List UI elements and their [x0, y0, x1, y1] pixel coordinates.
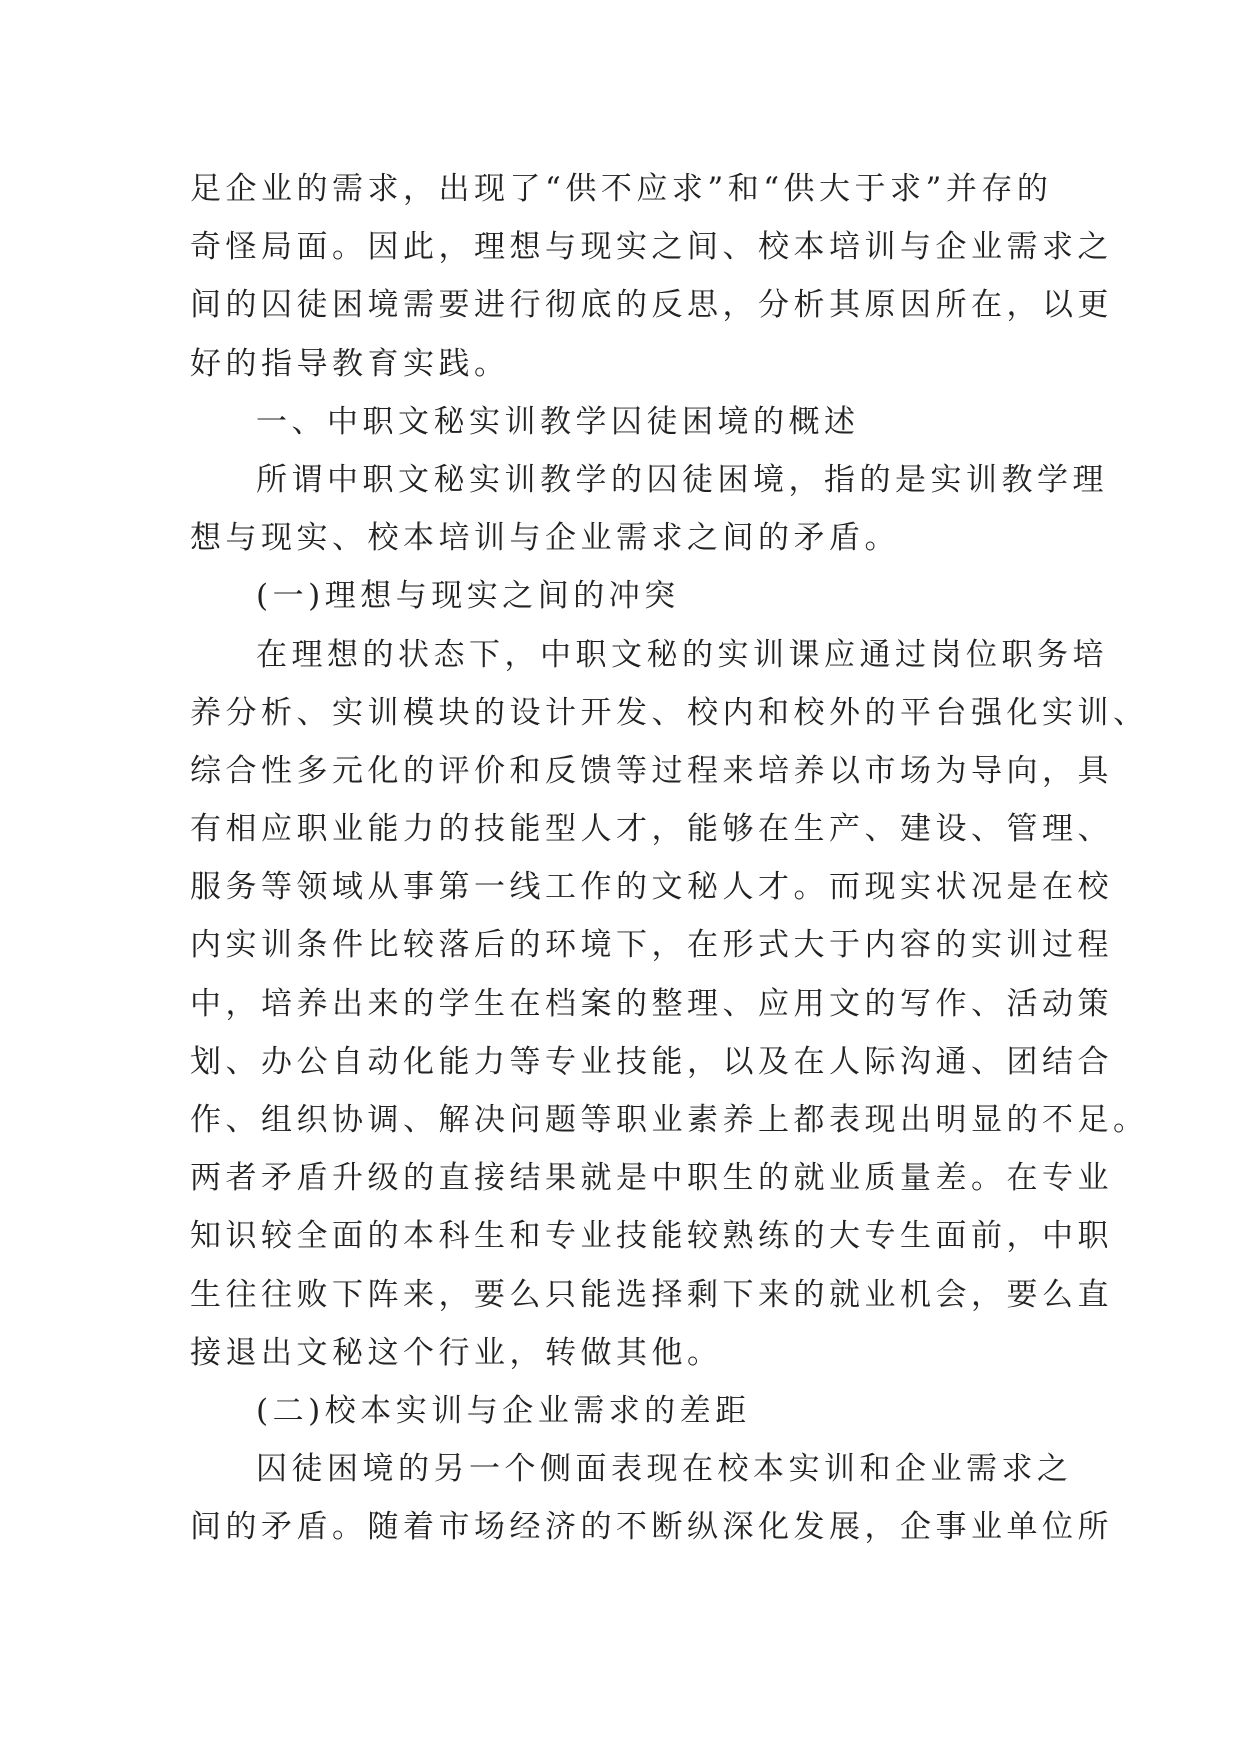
text-line: 划、办公自动化能力等专业技能，以及在人际沟通、团结合: [190, 1043, 1113, 1080]
paragraph-start: 在理想的状态下，中职文秘的实训课应通过岗位职务培: [256, 636, 1108, 673]
paragraph-start: 囚徒困境的另一个侧面表现在校本实训和企业需求之: [256, 1451, 1073, 1488]
text-line: 作、组织协调、解决问题等职业素养上都表现出明显的不足。: [190, 1102, 1149, 1138]
text-line: 中，培养出来的学生在档案的整理、应用文的写作、活动策: [190, 985, 1113, 1022]
text-line: 两者矛盾升级的直接结果就是中职生的就业质量差。在专业: [190, 1160, 1113, 1197]
subsection-heading: (二)校本实训与企业需求的差距: [256, 1392, 751, 1429]
text-line: 间的囚徒困境需要进行彻底的反思，分析其原因所在，以更: [190, 287, 1113, 324]
text-line: 生往往败下阵来，要么只能选择剩下来的就业机会，要么直: [190, 1276, 1113, 1313]
text-line: 想与现实、校本培训与企业需求之间的矛盾。: [190, 520, 900, 557]
text-line: 好的指导教育实践。: [190, 345, 510, 382]
text-line: 间的矛盾。随着市场经济的不断纵深化发展，企事业单位所: [190, 1509, 1113, 1546]
body-text: [190, 160, 1149, 1557]
text-line: 奇怪局面。因此，理想与现实之间、校本培训与企业需求之: [190, 229, 1113, 266]
text-line: 服务等领域从事第一线工作的文秘人才。而现实状况是在校: [190, 869, 1113, 906]
text-line: 接退出文秘这个行业，转做其他。: [190, 1334, 723, 1371]
text-line: 足企业的需求，出现了“供不应求”和“供大于求”并存的: [190, 171, 1053, 207]
text-line: 有相应职业能力的技能型人才，能够在生产、建设、管理、: [190, 811, 1113, 848]
text-line: 内实训条件比较落后的环境下，在形式大于内容的实训过程: [190, 927, 1113, 964]
text-line: 综合性多元化的评价和反馈等过程来培养以市场为导向，具: [190, 752, 1113, 789]
text-line: 知识较全面的本科生和专业技能较熟练的大专生面前，中职: [190, 1218, 1113, 1255]
subsection-heading: (一)理想与现实之间的冲突: [256, 578, 680, 615]
paragraph-start: 所谓中职文秘实训教学的囚徒困境，指的是实训教学理: [256, 461, 1108, 498]
text-line: 养分析、实训模块的设计开发、校内和校外的平台强化实训、: [190, 694, 1149, 731]
section-heading: 一、中职文秘实训教学囚徒困境的概述: [256, 403, 860, 440]
